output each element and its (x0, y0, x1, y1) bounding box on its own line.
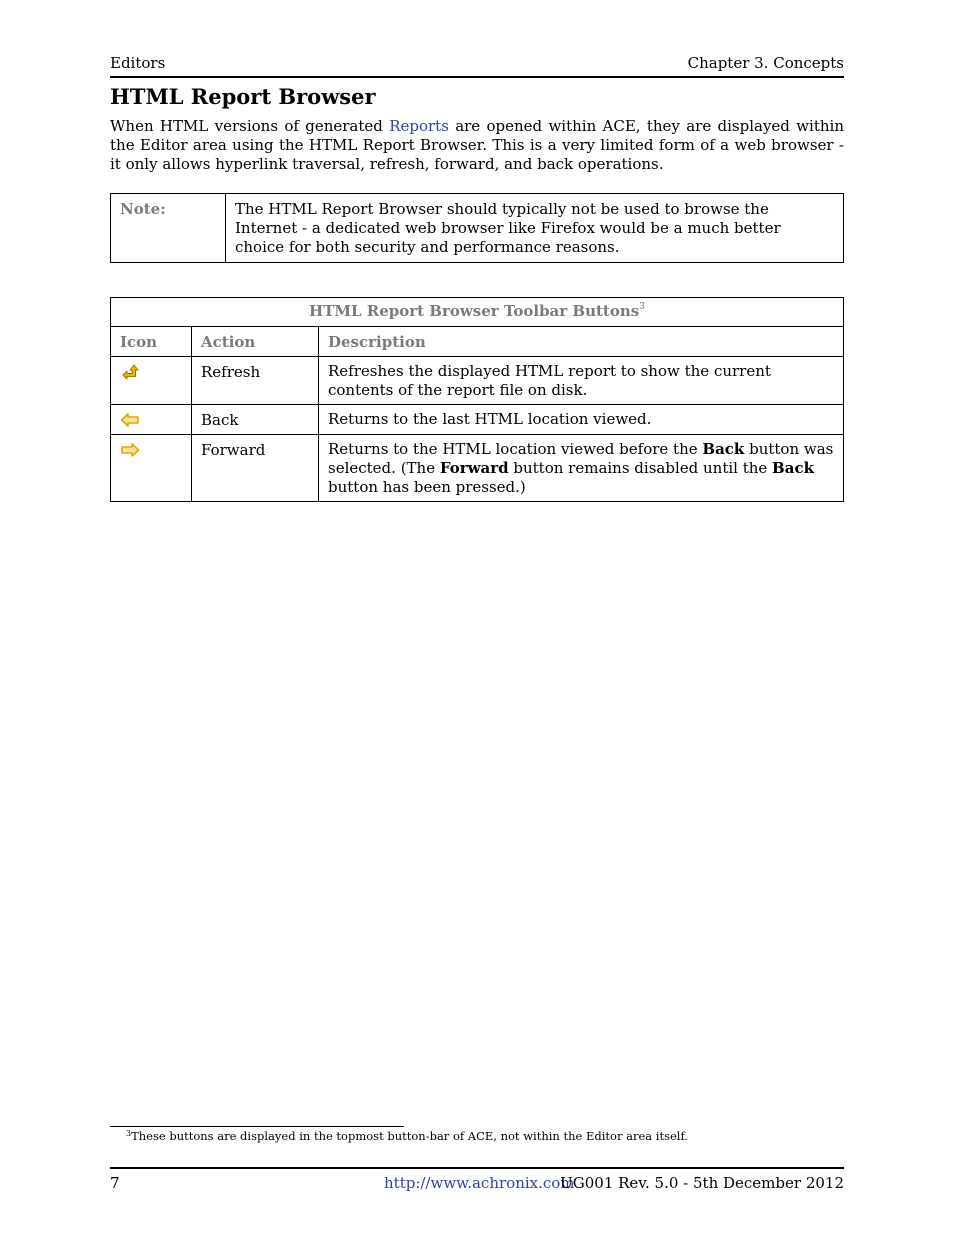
table-caption-text: HTML Report Browser Toolbar Buttons (309, 302, 640, 320)
desc-bold-back: Back (772, 459, 814, 477)
caption-footnote-mark: 3 (639, 302, 645, 312)
website-link[interactable]: http://www.achronix.com (384, 1174, 575, 1192)
action-description (319, 435, 844, 502)
running-footer (110, 1167, 844, 1192)
desc-bold-forward: Forward (439, 459, 509, 477)
section-title: HTML Report Browser (110, 84, 376, 109)
desc-text: button was selected. (The (328, 440, 834, 477)
footnote (126, 1129, 688, 1143)
refresh-icon (120, 363, 140, 385)
footnote-mark: 3 (126, 1129, 132, 1138)
table-caption (111, 298, 844, 327)
header-chapter-name: Chapter 3. Concepts (687, 54, 844, 72)
intro-text-after: are opened within ACE, they are displayed within the Editor area using the HTML Report Browser. This is a very limited form of a web browser - it only allows hyperlink traversal, refresh, forward, and back operations. (110, 117, 844, 173)
note-box (110, 193, 844, 263)
page-number: 7 (110, 1174, 120, 1192)
forward-arrow-icon (120, 441, 140, 459)
action-label: Back (192, 405, 319, 435)
footnote-text: These buttons are displayed in the topmost button-bar of ACE, not within the Editor area itself. (131, 1129, 688, 1143)
action-description: Returns to the last HTML location viewed. (319, 405, 844, 435)
footnote-separator (110, 1126, 404, 1127)
intro-text-before: When HTML versions of generated (110, 117, 390, 135)
back-arrow-icon (120, 411, 140, 429)
reports-link[interactable]: Reports (389, 117, 449, 135)
header-icon: Icon (111, 327, 192, 357)
document-revision: UG001 Rev. 5.0 - 5th December 2012 (560, 1174, 844, 1192)
action-label: Forward (192, 435, 319, 502)
desc-bold-back: Back (702, 440, 745, 458)
header-description: Description (319, 327, 844, 357)
desc-text: Returns to the HTML location viewed before the (328, 440, 703, 458)
action-description: Refreshes the displayed HTML report to show the current contents of the report file on disk. (319, 357, 844, 405)
header-section-name: Editors (110, 54, 166, 72)
header-action: Action (192, 327, 319, 357)
desc-text: button remains disabled until the (508, 459, 773, 477)
running-header (110, 54, 844, 78)
intro-paragraph (110, 117, 844, 174)
note-label: Note: (111, 194, 226, 263)
desc-text: button has been pressed.) (328, 478, 526, 496)
toolbar-buttons-table (110, 297, 844, 502)
note-text: The HTML Report Browser should typically not be used to browse the Internet - a dedicated web browser like Firefox would be a much better choice for both security and performance reasons. (226, 194, 844, 263)
action-label: Refresh (192, 357, 319, 405)
table-row (111, 405, 844, 435)
table-row (111, 435, 844, 502)
table-row (111, 357, 844, 405)
